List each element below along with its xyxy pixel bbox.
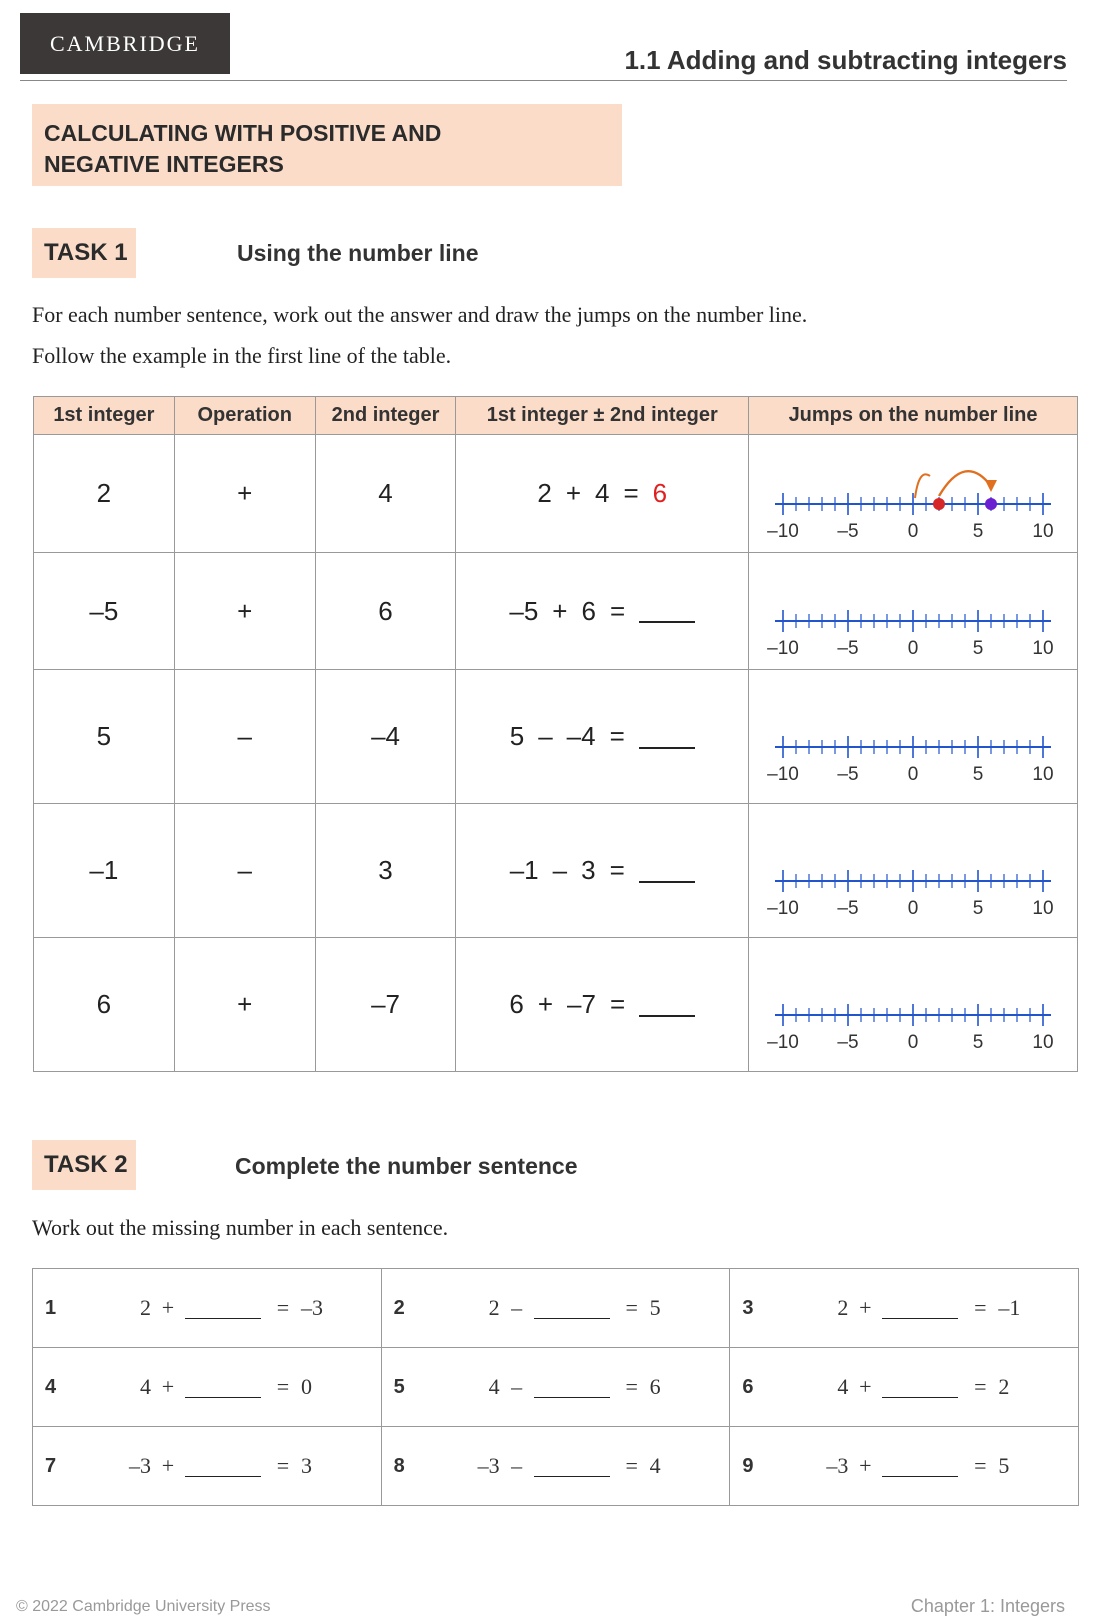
question-number: 6 — [742, 1375, 754, 1398]
header-divider — [20, 80, 1067, 81]
topic-banner — [32, 104, 622, 186]
question-equals: = — [276, 1295, 290, 1320]
tick-label: 0 — [907, 638, 919, 659]
missing-number-table — [32, 1268, 1079, 1506]
number-line-table — [33, 396, 1078, 1072]
number-line[interactable] — [763, 821, 1063, 921]
col-header-operation: Operation — [174, 397, 315, 435]
question-operator: + — [161, 1453, 175, 1478]
tick-label: –10 — [767, 520, 799, 542]
sentence-sign: = — [609, 721, 625, 751]
question-cell — [381, 1427, 730, 1506]
question-equals: = — [625, 1295, 638, 1320]
cambridge-logo: CAMBRIDGE — [20, 13, 230, 74]
question-result: 6 — [649, 1374, 661, 1399]
sentence-sign: = — [623, 478, 639, 508]
number-line-cell[interactable] — [749, 804, 1078, 938]
question-row — [33, 1269, 1079, 1348]
question-row — [33, 1427, 1079, 1506]
question-equals: = — [276, 1453, 290, 1478]
sentence-op: – — [538, 721, 553, 751]
question-first-term: –3 — [477, 1453, 500, 1478]
number-sentence-cell — [456, 670, 749, 804]
chapter-label: Chapter 1: Integers — [910, 1596, 1065, 1616]
question-operator: – — [511, 1453, 523, 1478]
missing-number-blank[interactable] — [185, 1298, 261, 1319]
missing-number-blank[interactable] — [882, 1298, 958, 1319]
tick-label: 5 — [972, 638, 984, 659]
question-first-term: –3 — [826, 1453, 849, 1478]
tick-label: 10 — [1032, 897, 1054, 919]
sentence-a: 6 — [509, 989, 524, 1019]
operation-cell: + — [174, 553, 315, 670]
sentence-b: 3 — [581, 855, 596, 885]
question-cell — [381, 1348, 730, 1427]
question-result: –3 — [301, 1295, 323, 1320]
tick-label: 10 — [1032, 520, 1054, 542]
question-equals: = — [276, 1374, 290, 1399]
sentence-b: –4 — [566, 721, 596, 751]
question-cell — [33, 1269, 382, 1348]
question-operator: + — [859, 1295, 872, 1320]
second-integer-cell: 4 — [315, 435, 456, 553]
answer-blank[interactable] — [639, 859, 695, 883]
second-integer-cell: 6 — [315, 553, 456, 670]
number-line-cell[interactable] — [749, 553, 1078, 670]
number-sentence-cell — [456, 938, 749, 1072]
question-first-term: 2 — [488, 1295, 500, 1320]
tick-label: 5 — [972, 897, 984, 919]
tick-label: 0 — [907, 763, 919, 785]
tick-label: 0 — [907, 897, 919, 919]
second-integer-cell: –7 — [315, 938, 456, 1072]
question-first-term: 4 — [837, 1374, 849, 1399]
missing-number-blank[interactable] — [185, 1456, 261, 1477]
task1-instruction-1: For each number sentence, work out the answer and draw the jumps on the number line. — [32, 302, 808, 327]
number-sentence-cell — [456, 435, 749, 553]
question-cell — [381, 1269, 730, 1348]
question-number: 8 — [393, 1454, 405, 1477]
question-row — [33, 1348, 1079, 1427]
question-number: 4 — [45, 1375, 57, 1398]
task1-tag: TASK 1 — [32, 228, 136, 278]
question-first-term: 2 — [140, 1295, 151, 1320]
question-number: 9 — [742, 1454, 754, 1477]
question-equals: = — [974, 1374, 987, 1399]
number-line[interactable] — [763, 955, 1063, 1055]
operation-cell: + — [174, 435, 315, 553]
question-operator: + — [161, 1374, 175, 1399]
number-sentence-cell — [456, 553, 749, 670]
jump-arrow — [915, 474, 930, 498]
number-line-cell[interactable] — [749, 938, 1078, 1072]
start-point — [933, 498, 945, 510]
question-equals: = — [625, 1374, 638, 1399]
task1-instruction-2: Follow the example in the first line of the table. — [32, 343, 452, 368]
question-cell — [730, 1348, 1079, 1427]
sentence-a: 5 — [509, 721, 525, 751]
question-operator: + — [859, 1453, 872, 1478]
question-number: 7 — [45, 1454, 57, 1477]
col-header-second: 2nd integer — [315, 397, 456, 435]
sentence-a: 2 — [537, 478, 552, 508]
end-point — [985, 498, 997, 510]
tick-label: –10 — [767, 763, 799, 785]
col-header-jumps: Jumps on the number line — [749, 397, 1078, 435]
first-integer-cell: –5 — [34, 553, 175, 670]
answer-blank[interactable] — [639, 993, 695, 1017]
tick-label: –5 — [837, 638, 859, 659]
tick-label: –5 — [837, 520, 859, 542]
sentence-sign: = — [609, 595, 626, 626]
table-row — [34, 553, 1078, 670]
question-result: 3 — [301, 1453, 312, 1478]
tick-label: –10 — [767, 638, 799, 659]
sentence-a: –1 — [509, 855, 539, 885]
table-row — [34, 670, 1078, 804]
tick-label: 5 — [972, 520, 984, 542]
number-line-cell[interactable] — [749, 670, 1078, 804]
question-result: 4 — [649, 1453, 661, 1478]
answer-blank[interactable] — [639, 725, 695, 749]
task1-heading: Using the number line — [237, 240, 479, 266]
first-integer-cell: –1 — [34, 804, 175, 938]
question-operator: + — [859, 1374, 872, 1399]
sentence-op: – — [552, 855, 568, 885]
second-integer-cell: –4 — [315, 670, 456, 804]
banner-line-1: CALCULATING WITH POSITIVE AND — [44, 120, 442, 146]
question-cell — [730, 1269, 1079, 1348]
sentence-b: 4 — [595, 478, 610, 508]
question-operator: + — [161, 1295, 175, 1320]
sentence-sign: = — [609, 855, 625, 885]
number-line[interactable] — [763, 444, 1063, 544]
sentence-a: –5 — [509, 595, 539, 626]
tick-label: –10 — [767, 1031, 799, 1053]
question-operator: – — [511, 1374, 523, 1399]
question-cell — [33, 1427, 382, 1506]
missing-number-blank[interactable] — [882, 1377, 958, 1398]
question-first-term: 4 — [488, 1374, 500, 1399]
tick-label: 0 — [907, 520, 919, 542]
jump-arrow — [939, 471, 991, 496]
question-equals: = — [625, 1453, 638, 1478]
first-integer-cell: 5 — [34, 670, 175, 804]
number-line[interactable] — [763, 561, 1063, 661]
question-operator: – — [511, 1295, 523, 1320]
question-number: 5 — [393, 1375, 405, 1398]
question-result: 5 — [649, 1295, 661, 1320]
sentence-op: + — [565, 478, 581, 508]
question-number: 3 — [742, 1296, 754, 1319]
tick-label: 10 — [1032, 763, 1054, 785]
tick-label: 10 — [1032, 638, 1054, 659]
question-result: 2 — [998, 1374, 1010, 1399]
jump-arrow-head — [985, 480, 997, 492]
question-cell — [730, 1427, 1079, 1506]
number-line-cell[interactable] — [749, 435, 1078, 553]
tick-label: –5 — [837, 763, 859, 785]
table-row — [34, 804, 1078, 938]
question-equals: = — [974, 1453, 987, 1478]
task2-instruction: Work out the missing number in each sentence. — [32, 1215, 449, 1240]
first-integer-cell: 6 — [34, 938, 175, 1072]
sentence-b: 6 — [581, 595, 596, 626]
col-header-first: 1st integer — [34, 397, 175, 435]
question-result: 5 — [998, 1453, 1010, 1478]
missing-number-blank[interactable] — [534, 1456, 610, 1477]
number-sentence-cell — [456, 804, 749, 938]
question-first-term: –3 — [129, 1453, 151, 1478]
tick-label: 5 — [972, 1031, 984, 1053]
tick-label: 5 — [972, 763, 984, 785]
tick-label: –5 — [837, 897, 859, 919]
task2-heading: Complete the number sentence — [235, 1153, 578, 1179]
missing-number-blank[interactable] — [882, 1456, 958, 1477]
missing-number-blank[interactable] — [534, 1377, 610, 1398]
question-first-term: 4 — [140, 1374, 151, 1399]
copyright: © 2022 Cambridge University Press — [16, 1598, 271, 1615]
question-cell — [33, 1348, 382, 1427]
answer-blank[interactable] — [639, 599, 695, 623]
tick-label: –5 — [837, 1031, 859, 1053]
question-number: 2 — [393, 1296, 405, 1319]
task2-tag: TASK 2 — [32, 1140, 136, 1190]
missing-number-blank[interactable] — [534, 1298, 610, 1319]
answer-value: 6 — [652, 478, 668, 508]
tick-label: –10 — [767, 897, 799, 919]
col-header-result: 1st integer ± 2nd integer — [456, 397, 749, 435]
operation-cell: + — [174, 938, 315, 1072]
banner-line-2: NEGATIVE INTEGERS — [44, 151, 284, 177]
operation-cell: – — [174, 670, 315, 804]
question-first-term: 2 — [837, 1295, 849, 1320]
question-result: –1 — [998, 1295, 1021, 1320]
operation-cell: – — [174, 804, 315, 938]
question-number: 1 — [45, 1296, 57, 1319]
sentence-sign: = — [609, 989, 626, 1019]
number-line[interactable] — [763, 687, 1063, 787]
sentence-op: + — [537, 989, 554, 1019]
first-integer-cell: 2 — [34, 435, 175, 553]
table-row — [34, 938, 1078, 1072]
sentence-op: + — [552, 595, 568, 626]
question-result: 0 — [301, 1374, 312, 1399]
section-title: 1.1 Adding and subtracting integers — [624, 45, 1067, 75]
table-row — [34, 435, 1078, 553]
sentence-b: –7 — [567, 989, 596, 1019]
missing-number-blank[interactable] — [185, 1377, 261, 1398]
second-integer-cell: 3 — [315, 804, 456, 938]
tick-label: 0 — [907, 1031, 919, 1053]
question-equals: = — [974, 1295, 987, 1320]
tick-label: 10 — [1032, 1031, 1054, 1053]
